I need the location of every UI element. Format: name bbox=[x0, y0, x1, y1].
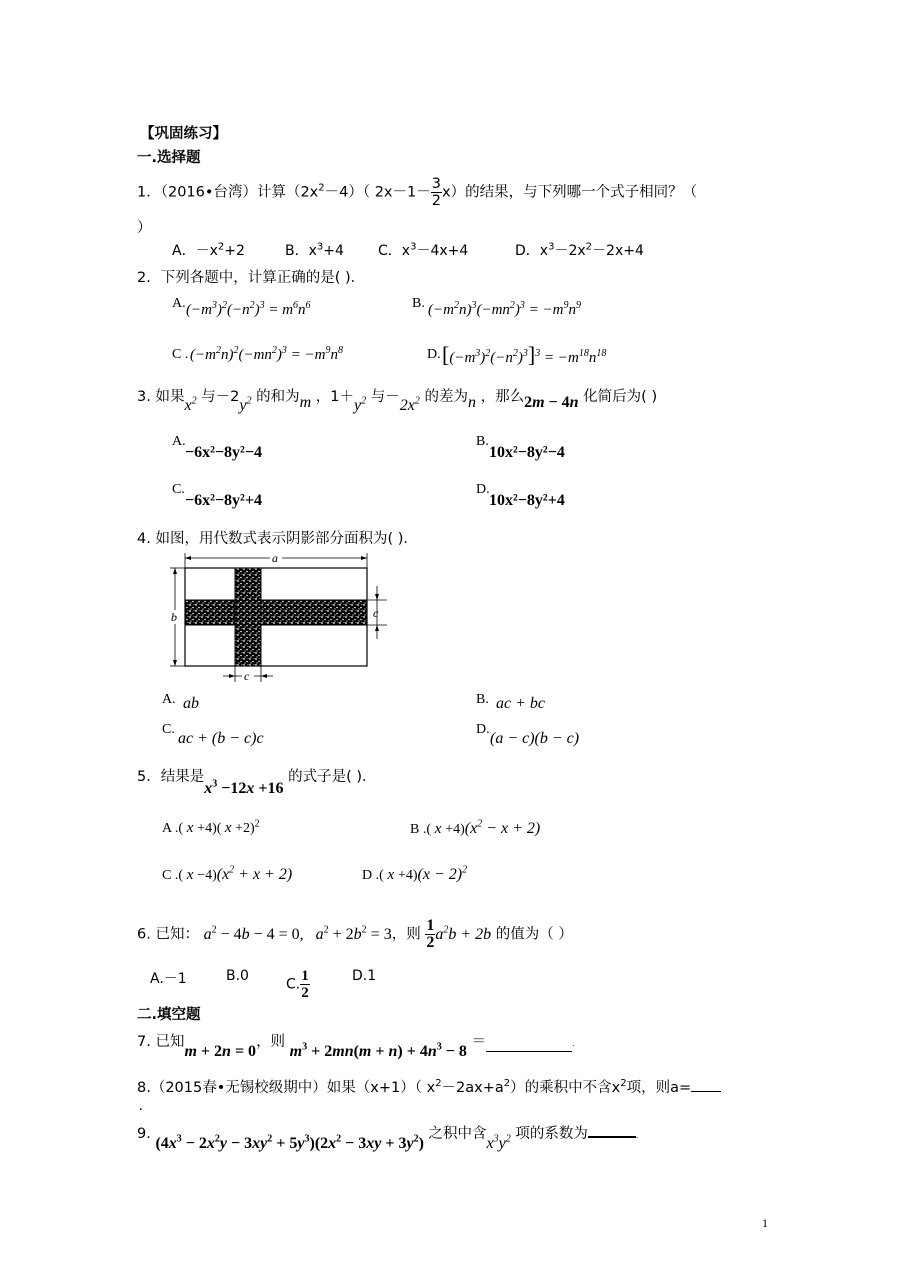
q2-option-a-expr: $(-m^3)^2(-n^2)^3 = m^6n^6$ bbox=[186, 300, 311, 318]
q1-text-b: －4）（ 2x－1－ bbox=[324, 184, 431, 201]
horizontal-band bbox=[185, 600, 367, 625]
q1-text-a: （2016•台湾）计算（2x bbox=[160, 184, 319, 201]
label-c-right: c bbox=[373, 606, 379, 620]
q4-option-a-expr: ab bbox=[183, 695, 199, 712]
q2-option-b-label: B. bbox=[412, 296, 425, 311]
q2-option-d-expr: $[(-m^3)^2(-n^2)^3]^3 = -m^{18}n^{18}$ bbox=[442, 342, 607, 367]
q2-option-d-label: D. bbox=[427, 347, 441, 362]
vertical-band bbox=[235, 568, 261, 666]
q3-option-c-expr: −6x²−8y²+4 bbox=[185, 492, 262, 509]
q4-option-d-label: D. bbox=[476, 722, 490, 737]
question-5: 5．结果是$x^3 -12x +16$ 的式子是( )． bbox=[137, 769, 377, 797]
q1-option-a: A．$-x^2+2$ bbox=[172, 241, 245, 259]
q5-option-a: A .( x +4)( x +2)$^2$ bbox=[162, 818, 260, 836]
section-title-choice: 一.选择题 bbox=[137, 150, 201, 166]
q3-option-b-label: B. bbox=[476, 434, 489, 449]
q6-option-a: A.－1 bbox=[150, 971, 187, 987]
q5-option-c: C .( $x -4)(x^2 + x + 2)$ bbox=[162, 864, 293, 883]
q8-answer-blank[interactable] bbox=[691, 1077, 721, 1092]
question-2: 2．下列各题中，计算正确的是( )． bbox=[137, 270, 366, 286]
q4-option-d-expr: (a − c)(b − c) bbox=[490, 730, 580, 747]
q2-option-a-label: A. bbox=[172, 296, 186, 311]
q6-option-b: B.0 bbox=[226, 968, 249, 984]
question-6: 6. 已知： $a^2 - 4b - 4 = 0$, $a^2 + 2b^2 = 3$，则 $\frac{1}{2}$ $a^2b + 2b$ 的值为（ ） bbox=[137, 917, 573, 951]
question-3: 3. 如果$x^2$ 与$-2y^2$ 的和为m ，$1+y^2$ 与$-2x^2$ 的差为n ，那么2m − 4n 化简后为( ) bbox=[137, 389, 658, 414]
q4-option-a-label: A. bbox=[162, 692, 176, 707]
section-title-fill: 二.填空题 bbox=[137, 1007, 201, 1023]
q5-option-d: D .( $x +4)(x - 2)^2$ bbox=[362, 864, 468, 883]
q6-option-d: D.1 bbox=[352, 968, 377, 984]
q3-option-d-label: D. bbox=[476, 482, 490, 497]
label-c-bottom: c bbox=[244, 669, 250, 683]
q4-option-b-expr: ac + bc bbox=[496, 695, 545, 712]
q5-option-b: B .( $x +4)(x^2 - x + 2)$ bbox=[410, 818, 541, 837]
q1-option-d: D．$x^3-2x^2-2x+4$ bbox=[515, 241, 644, 259]
q8-dot: . bbox=[139, 1098, 143, 1114]
label-b: b bbox=[171, 610, 177, 624]
q2-option-b-expr: $(-m^2n)^3(-mn^2)^3 = -m^9n^9$ bbox=[428, 300, 581, 318]
question-8: 8.（2015春•无锡校级期中）如果（x+1）（ $x^2-2ax+a^2$）的乘积中不含$x^2$项，则a= bbox=[137, 1076, 721, 1097]
q1-number: 1． bbox=[137, 184, 161, 201]
q3-option-c-label: C. bbox=[172, 482, 185, 497]
q1-option-c: C．$x^3-4x+4$ bbox=[378, 241, 469, 259]
question-4: 4. 如图，用代数式表示阴影部分面积为( )． bbox=[137, 531, 418, 547]
q3-option-a-label: A. bbox=[172, 434, 186, 449]
question-9: 9. $(4x^3 - 2x^2y - 3xy^2 + 5y^3)(2x^2 - 3xy + 3y^2)$ 之积中含$x^3y^2$ 项的系数为 . bbox=[137, 1122, 638, 1143]
q2-option-c-label: C . bbox=[172, 347, 189, 362]
label-a: a bbox=[272, 551, 278, 565]
question-7: 7. 已知m + 2n = 0，则 $m^3 + 2mn(m + n) + 4n^3 - 8$ ＝ . bbox=[137, 1034, 575, 1060]
area-diagram bbox=[165, 550, 390, 685]
section-header: 【巩固练习】 bbox=[140, 126, 227, 142]
q7-answer-blank[interactable] bbox=[486, 1037, 572, 1052]
q3-option-b-expr: 10x²−8y²−4 bbox=[489, 444, 565, 461]
page-number: 1 bbox=[762, 1216, 768, 1230]
q1-option-b: B．$x^3+4$ bbox=[285, 241, 344, 259]
q3-option-a-expr: −6x²−8y²−4 bbox=[185, 444, 262, 461]
q6-option-c: C. $\frac{1}{2}$ bbox=[286, 968, 309, 1001]
q1-fraction: $\frac{3}{2}$ bbox=[431, 176, 441, 209]
q1-close-paren: ） bbox=[137, 220, 152, 236]
q4-option-c-label: C. bbox=[162, 722, 175, 737]
q2-option-c-expr: $(-m^2n)^2(-mn^2)^3 = -m^9n^8$ bbox=[190, 345, 343, 363]
q3-option-d-expr: 10x²−8y²+4 bbox=[489, 492, 565, 509]
question-1: 1．（2016•台湾）计算$(2x^2-4)$（ 2x－1－ $\frac{3}{2}$ x）的结果，与下列哪一个式子相同？（ bbox=[137, 176, 698, 209]
q4-option-c-expr: ac + (b − c)c bbox=[178, 730, 264, 747]
q9-answer-blank[interactable] bbox=[588, 1122, 636, 1138]
q4-option-b-label: B. bbox=[476, 692, 489, 707]
q1-text-c: x）的结果，与下列哪一个式子相同？（ bbox=[441, 184, 698, 201]
